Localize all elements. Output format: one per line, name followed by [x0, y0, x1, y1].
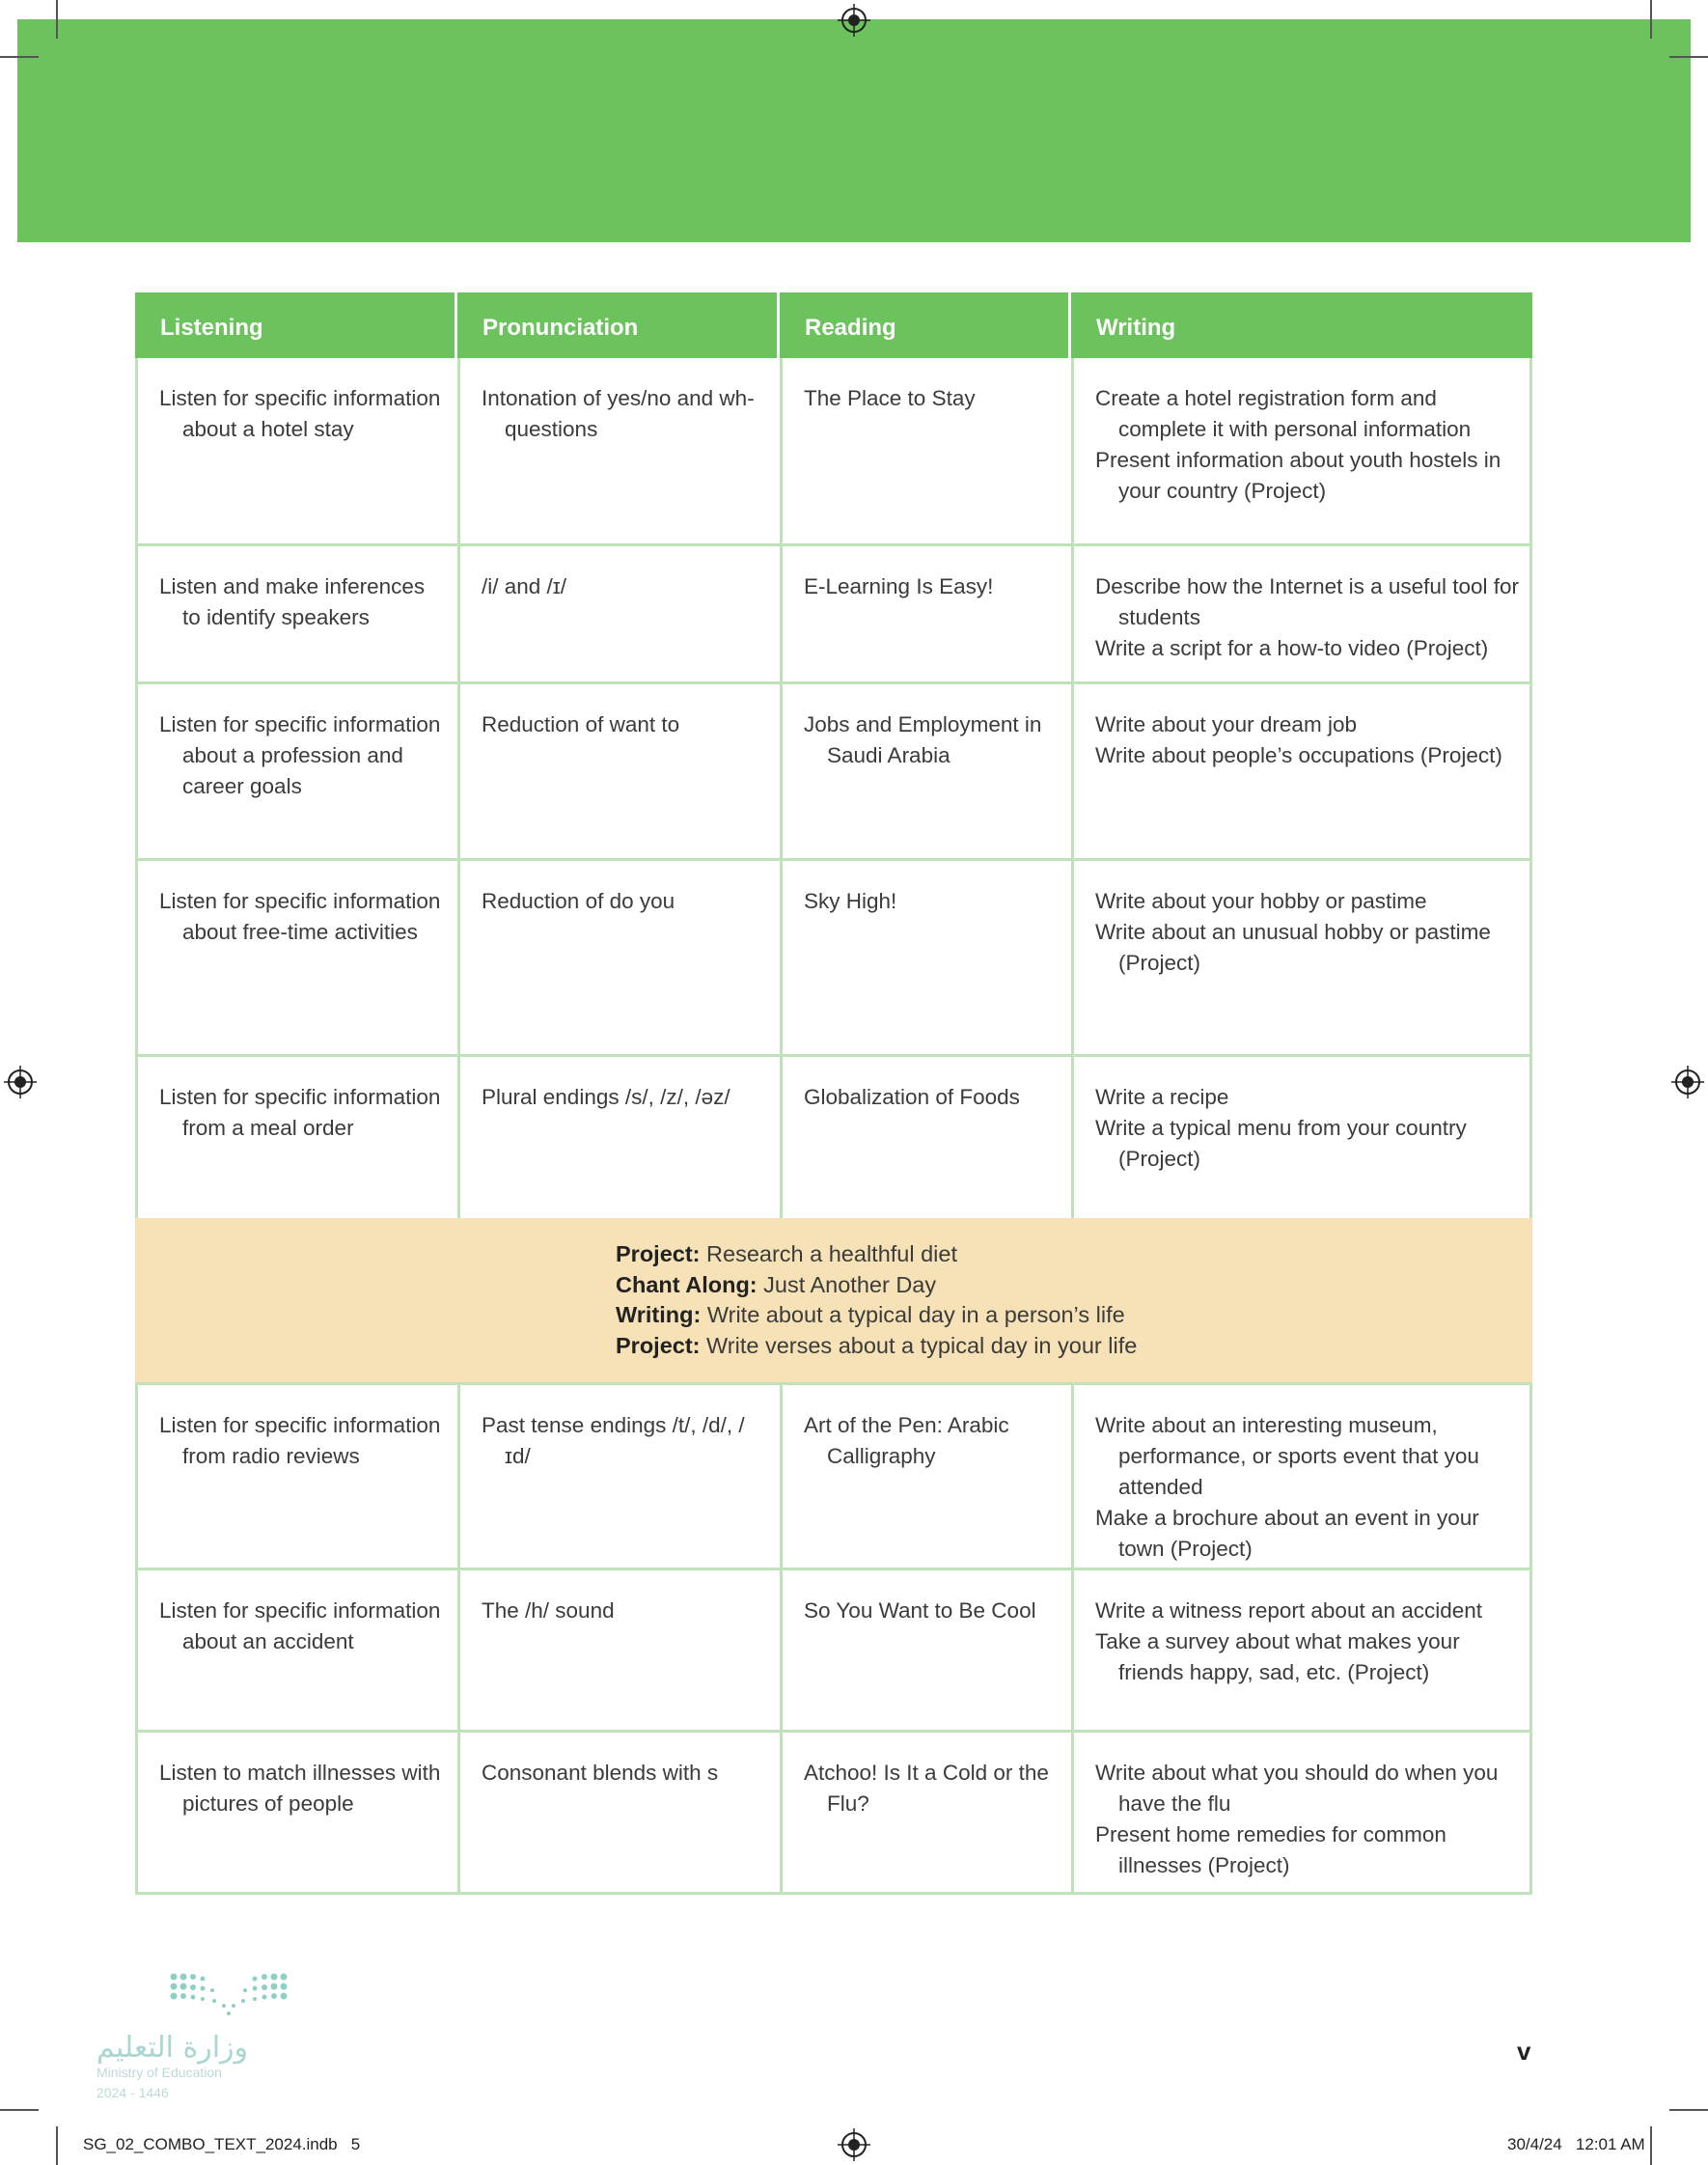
ministry-logo	[96, 1967, 318, 2107]
table-row	[135, 1570, 1532, 1733]
banner-text: Write about a typical day in a person’s life	[701, 1302, 1125, 1327]
cell-line: Present information about youth hostels in your country (Project)	[1095, 448, 1501, 503]
crop-mark	[1669, 56, 1708, 58]
cell-line: Listen for specific information from a meal order	[159, 1085, 441, 1140]
banner-line	[616, 1300, 1137, 1331]
cell-line: The /h/ sound	[482, 1598, 615, 1623]
cell-line: Reduction of want to	[482, 712, 680, 736]
listening-cell	[138, 861, 460, 1054]
banner-text: Write verses about a typical day in your life	[700, 1332, 1138, 1358]
pronunciation-cell	[460, 358, 783, 543]
cell-line: Describe how the Internet is a useful tool for students	[1095, 574, 1519, 629]
cell-line: Write a witness report about an accident	[1095, 1598, 1483, 1623]
writing-cell	[1074, 1733, 1535, 1892]
cell-line: Write a recipe	[1095, 1085, 1229, 1109]
cell-line: Jobs and Employment in Saudi Arabia	[804, 712, 1042, 767]
table-row	[135, 358, 1532, 546]
banner-line	[616, 1270, 1137, 1301]
reading-cell	[783, 546, 1074, 681]
logo-english-text: Ministry of Education	[96, 2065, 222, 2080]
pronunciation-cell	[460, 1385, 783, 1568]
reading-cell	[783, 861, 1074, 1054]
footer-file: SG_02_COMBO_TEXT_2024.indb 5	[83, 2135, 361, 2153]
cell-line: Listen for specific information from radio reviews	[159, 1413, 441, 1468]
banner-label: Chant Along:	[616, 1271, 758, 1297]
table-row	[135, 684, 1532, 861]
cell-line: Listen to match illnesses with pictures of people	[159, 1761, 441, 1816]
review-banner	[135, 1218, 1532, 1382]
cell-line: Consonant blends with s	[482, 1761, 719, 1785]
cell-line: Write about what you should do when you have the flu	[1095, 1761, 1499, 1816]
cell-line: The Place to Stay	[804, 386, 976, 410]
header-band	[17, 19, 1691, 242]
writing-cell	[1074, 358, 1535, 543]
writing-cell	[1074, 1570, 1535, 1730]
cell-line: /i/ and /ɪ/	[482, 574, 567, 598]
pronunciation-cell	[460, 1733, 783, 1892]
crop-mark	[1650, 0, 1652, 39]
cell-line: Write a typical menu from your country (Project)	[1095, 1116, 1467, 1171]
cell-line: Listen for specific information about free-time activities	[159, 889, 441, 944]
cell-line: Write about your hobby or pastime	[1095, 889, 1427, 913]
listening-cell	[138, 358, 460, 543]
footer-datetime: 30/4/24 12:01 AM	[1507, 2135, 1645, 2153]
banner-text: Research a healthful diet	[700, 1241, 957, 1266]
cell-line: Art of the Pen: Arabic Calligraphy	[804, 1413, 1009, 1468]
banner-line	[616, 1239, 1137, 1270]
cell-line: Create a hotel registration form and complete it with personal information	[1095, 386, 1472, 441]
listening-cell	[138, 684, 460, 858]
table-row	[135, 546, 1532, 684]
cell-line: Globalization of Foods	[804, 1085, 1020, 1109]
crop-mark	[0, 56, 39, 58]
cell-line: Make a brochure about an event in your town (Project)	[1095, 1506, 1479, 1561]
cell-line: Reduction of do you	[482, 889, 675, 913]
logo-arabic-text: وزارة التعليم	[96, 2031, 249, 2065]
crop-mark	[1650, 2126, 1652, 2165]
cell-line: Plural endings /s/, /z/, /əz/	[482, 1085, 730, 1109]
pronunciation-cell	[460, 1057, 783, 1218]
listening-cell	[138, 1385, 460, 1568]
pronunciation-cell	[460, 1570, 783, 1730]
cell-line: Past tense endings /t/, /d/, /ɪd/	[482, 1413, 745, 1468]
cell-line: Listen for specific information about an accident	[159, 1598, 441, 1653]
cell-line: Atchoo! Is It a Cold or the Flu?	[804, 1761, 1049, 1816]
registration-mark-icon	[1671, 1066, 1704, 1098]
cell-line: Take a survey about what makes your friends happy, sad, etc. (Project)	[1095, 1629, 1460, 1684]
crop-mark	[56, 0, 58, 39]
reading-cell	[783, 1385, 1074, 1568]
banner-label: Project:	[616, 1332, 701, 1358]
pronunciation-cell	[460, 861, 783, 1054]
table-row	[135, 861, 1532, 1057]
listening-cell	[138, 1057, 460, 1218]
cell-line: Intonation of yes/no and wh-questions	[482, 386, 755, 441]
listening-cell	[138, 1733, 460, 1892]
pronunciation-cell	[460, 684, 783, 858]
reading-cell	[783, 1057, 1074, 1218]
registration-mark-icon	[838, 2128, 870, 2161]
logo-year-text: 2024 - 1446	[96, 2085, 169, 2100]
cell-line: Listen and make inferences to identify speakers	[159, 574, 426, 629]
cell-line: Write a script for a how-to video (Project)	[1095, 636, 1489, 660]
table-row	[135, 1057, 1532, 1218]
reading-cell	[783, 1570, 1074, 1730]
cell-line: Listen for specific information about a hotel stay	[159, 386, 441, 441]
crop-mark	[56, 2126, 58, 2165]
writing-cell	[1074, 1385, 1535, 1568]
pronunciation-cell	[460, 546, 783, 681]
crop-mark	[1669, 2109, 1708, 2111]
syllabus-table	[135, 292, 1532, 1895]
banner-label: Project:	[616, 1241, 701, 1266]
reading-cell	[783, 684, 1074, 858]
cell-line: Listen for specific information about a profession and career goals	[159, 712, 441, 798]
writing-cell	[1074, 861, 1535, 1054]
dots-logo-icon	[166, 1969, 291, 2027]
table-row	[135, 1382, 1532, 1570]
banner-label: Writing:	[616, 1302, 702, 1327]
listening-cell	[138, 1570, 460, 1730]
cell-line: Write about people’s occupations (Project)	[1095, 743, 1502, 767]
registration-mark-icon	[4, 1066, 37, 1098]
header-writing: Writing	[1096, 315, 1176, 341]
cell-line: So You Want to Be Cool	[804, 1598, 1036, 1623]
cell-line: E-Learning Is Easy!	[804, 574, 994, 598]
cell-line: Write about your dream job	[1095, 712, 1357, 736]
header-reading: Reading	[780, 292, 1071, 358]
cell-line: Write about an interesting museum, performance, or sports event that you attended	[1095, 1413, 1479, 1499]
reading-cell	[783, 1733, 1074, 1892]
registration-mark-icon	[838, 4, 870, 37]
writing-cell	[1074, 1057, 1535, 1218]
writing-cell	[1074, 684, 1535, 858]
cell-line: Write about an unusual hobby or pastime (Project)	[1095, 920, 1491, 975]
page-number: v	[1517, 2037, 1531, 2066]
table-row	[135, 1733, 1532, 1895]
cell-line: Sky High!	[804, 889, 897, 913]
reading-cell	[783, 358, 1074, 543]
header-listening: Listening	[135, 292, 457, 358]
crop-mark	[0, 2109, 39, 2111]
banner-lines	[616, 1239, 1137, 1361]
banner-line	[616, 1331, 1137, 1362]
cell-line: Present home remedies for common illnesses (Project)	[1095, 1822, 1446, 1877]
writing-cell	[1074, 546, 1535, 681]
listening-cell	[138, 546, 460, 681]
banner-text: Just Another Day	[757, 1271, 937, 1297]
header-pronunciation: Pronunciation	[457, 292, 780, 358]
table-header-row	[135, 292, 1532, 358]
